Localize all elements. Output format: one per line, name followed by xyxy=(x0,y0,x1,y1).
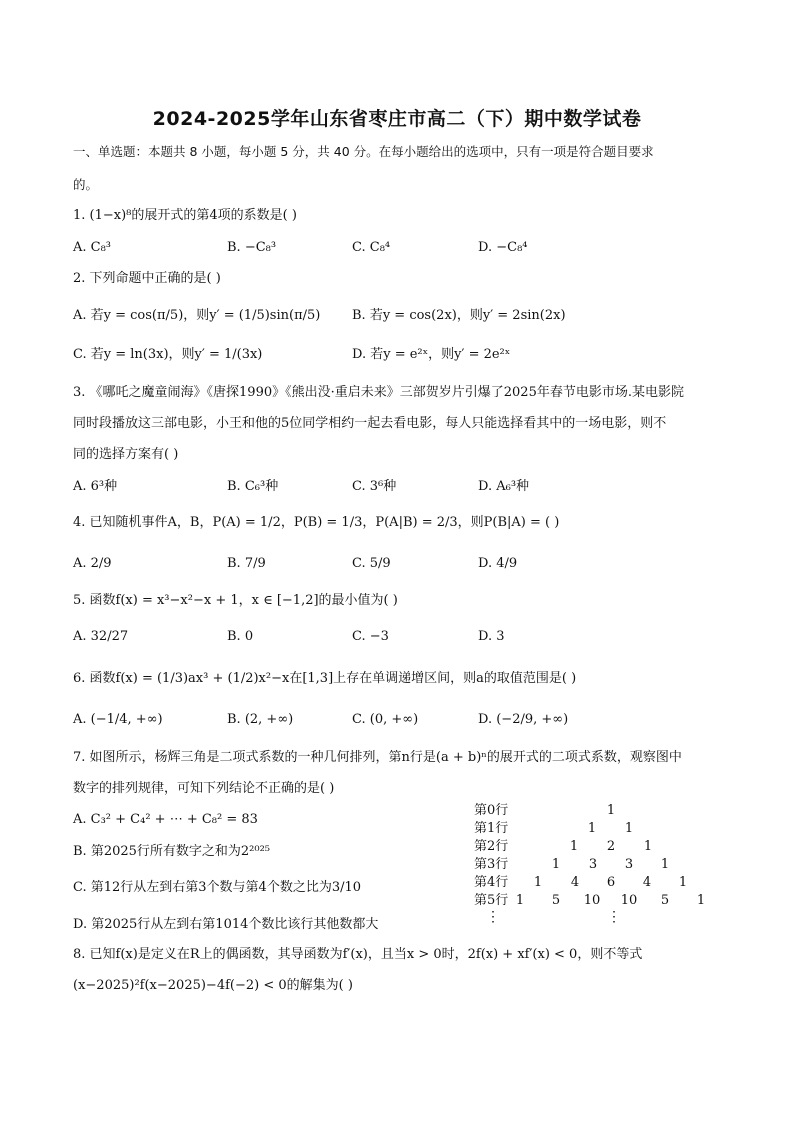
question-6-option-d: D. (−2/9, +∞) xyxy=(478,712,569,727)
yanghui-cell: 5 xyxy=(551,893,561,908)
yanghui-cell: 1 xyxy=(660,857,670,872)
yanghui-row-label-0: 第0行 xyxy=(474,803,509,818)
question-8-stem-line-2: (x−2025)²f(x−2025)−4f(−2) < 0的解集为( ) xyxy=(73,978,353,993)
question-3-option-b: B. C₆³种 xyxy=(227,479,279,494)
question-1-option-d: D. −C₈⁴ xyxy=(478,240,528,255)
yanghui-cell: 10 xyxy=(620,893,638,908)
question-3-stem-line-2: 同时段播放这三部电影，小王和他的5位同学相约一起去看电影，每人只能选择看其中的一场电影，则不 xyxy=(73,416,667,431)
question-7-stem-line-2: 数字的排列规律，可知下列结论不正确的是( ) xyxy=(73,781,335,796)
question-5-option-a: A. 32/27 xyxy=(73,629,129,644)
question-7-option-d: D. 第2025行从左到右第1014个数比该行其他数都大 xyxy=(73,917,379,932)
page-title: 2024-2025学年山东省枣庄市高二（下）期中数学试卷 xyxy=(152,108,642,130)
yanghui-cell: 4 xyxy=(570,875,580,890)
question-7-option-a: A. C₃² + C₄² + ⋯ + C₈² = 83 xyxy=(73,812,258,827)
question-8-stem-line-1: 8. 已知f(x)是定义在R上的偶函数，其导函数为f′(x)，且当x > 0时，2f(x) + xf′(x) < 0，则不等式 xyxy=(73,947,643,962)
yanghui-cell: 1 xyxy=(606,803,616,818)
question-7-option-b: B. 第2025行所有数字之和为2²⁰²⁵ xyxy=(73,844,271,859)
question-2-option-b: B. 若y = cos(2x)，则y′ = 2sin(2x) xyxy=(352,308,566,323)
yanghui-row-label-2: 第2行 xyxy=(474,839,509,854)
yanghui-cell: 10 xyxy=(583,893,601,908)
question-3-stem-line-1: 3. 《哪吒之魔童闹海》《唐探1990》《熊出没·重启未来》三部贺岁片引爆了2025年春节电影市场.某电影院 xyxy=(73,385,684,400)
question-3-stem-line-3: 同的选择方案有( ) xyxy=(73,447,179,462)
yanghui-cell: 1 xyxy=(569,839,579,854)
yanghui-cell: 3 xyxy=(588,857,598,872)
question-2-stem: 2. 下列命题中正确的是( ) xyxy=(73,271,221,286)
question-7-option-c: C. 第12行从左到右第3个数与第4个数之比为3/10 xyxy=(73,880,362,895)
yanghui-cell: 3 xyxy=(624,857,634,872)
question-2-option-c: C. 若y = ln(3x)，则y′ = 1/(3x) xyxy=(73,347,263,362)
yanghui-vdots-center: ⋮ xyxy=(607,909,621,925)
question-6-option-a: A. (−1/4, +∞) xyxy=(73,712,163,727)
yanghui-row-label-5: 第5行 xyxy=(474,893,509,908)
question-6-option-b: B. (2, +∞) xyxy=(227,712,294,727)
yanghui-cell: 4 xyxy=(642,875,652,890)
question-4-stem: 4. 已知随机事件A，B，P(A) = 1/2，P(B) = 1/3，P(A|B) = 2/3，则P(B|A) = ( ) xyxy=(73,515,560,530)
question-3-option-d: D. A₆³种 xyxy=(478,479,530,494)
yanghui-row-label-4: 第4行 xyxy=(474,875,509,890)
question-5-option-d: D. 3 xyxy=(478,629,505,644)
yanghui-cell: 1 xyxy=(678,875,688,890)
section-heading-line-1: 一、单选题：本题共 8 小题，每小题 5 分，共 40 分。在每小题给出的选项中，只有一项是符合题目要求 xyxy=(73,144,654,159)
question-4-option-b: B. 7/9 xyxy=(227,556,266,571)
question-2-option-d: D. 若y = e²ˣ，则y′ = 2e²ˣ xyxy=(352,347,511,362)
question-1-option-b: B. −C₈³ xyxy=(227,240,277,255)
yanghui-cell: 1 xyxy=(587,821,597,836)
yanghui-cell: 2 xyxy=(606,839,616,854)
yanghui-cell: 1 xyxy=(643,839,653,854)
question-4-option-a: A. 2/9 xyxy=(73,556,112,571)
yanghui-cell: 1 xyxy=(515,893,525,908)
question-4-option-c: C. 5/9 xyxy=(352,556,391,571)
question-3-option-c: C. 3⁶种 xyxy=(352,479,397,494)
yanghui-cell: 5 xyxy=(660,893,670,908)
section-heading-line-2: 的。 xyxy=(73,177,99,192)
question-6-stem: 6. 函数f(x) = (1/3)ax³ + (1/2)x²−x在[1,3]上存在单调递增区间，则a的取值范围是( ) xyxy=(73,671,577,686)
yanghui-row-label-3: 第3行 xyxy=(474,857,509,872)
yanghui-cell: 1 xyxy=(533,875,543,890)
question-6-option-c: C. (0, +∞) xyxy=(352,712,419,727)
question-1-option-c: C. C₈⁴ xyxy=(352,240,391,255)
question-7-stem-line-1: 7. 如图所示，杨辉三角是二项式系数的一种几何排列，第n行是(a + b)ⁿ的展开式的二项式系数，观察图中 xyxy=(73,750,682,765)
yanghui-cell: 1 xyxy=(696,893,706,908)
question-1-option-a: A. C₈³ xyxy=(73,240,112,255)
question-1-stem: 1. (1−x)⁸的展开式的第4项的系数是( ) xyxy=(73,208,297,223)
yanghui-cell: 6 xyxy=(606,875,616,890)
yanghui-cell: 1 xyxy=(624,821,634,836)
question-5-option-c: C. −3 xyxy=(352,629,389,644)
question-4-option-d: D. 4/9 xyxy=(478,556,518,571)
question-2-option-a: A. 若y = cos(π/5)，则y′ = (1/5)sin(π/5) xyxy=(73,308,321,323)
yanghui-cell: 1 xyxy=(551,857,561,872)
question-3-option-a: A. 6³种 xyxy=(73,479,118,494)
question-5-stem: 5. 函数f(x) = x³−x²−x + 1，x ∈ [−1,2]的最小值为( ) xyxy=(73,593,398,608)
yanghui-vdots-left: ⋮ xyxy=(486,909,500,925)
question-5-option-b: B. 0 xyxy=(227,629,254,644)
yanghui-row-label-1: 第1行 xyxy=(474,821,509,836)
